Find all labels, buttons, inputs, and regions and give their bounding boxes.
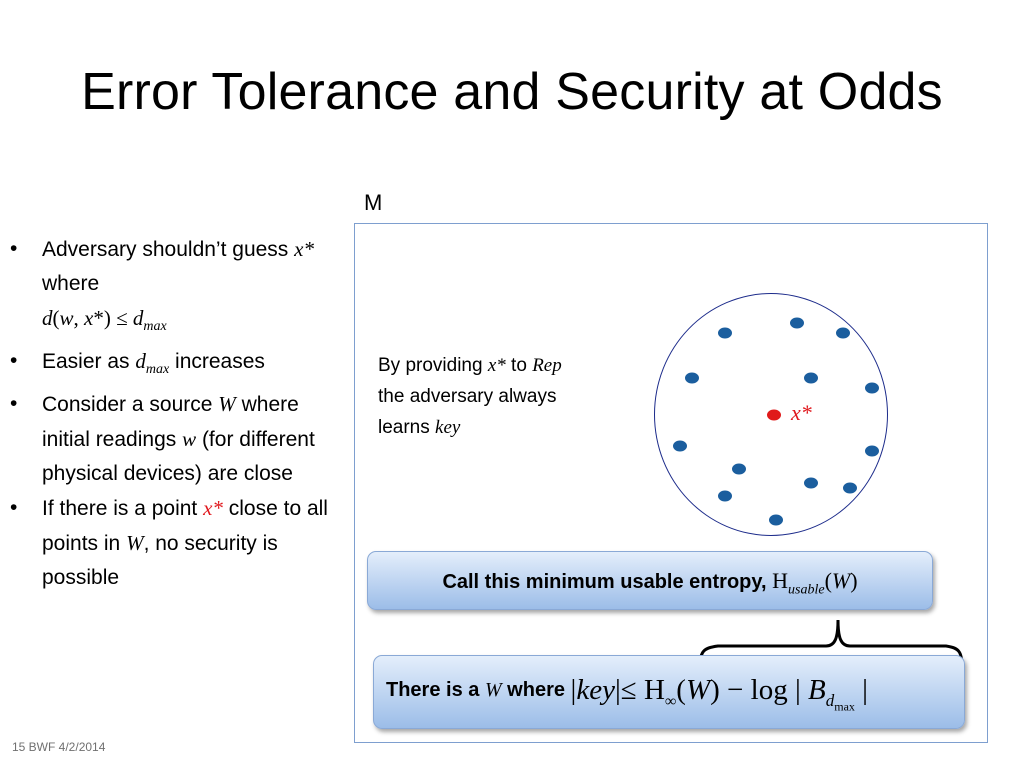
- center-point-label: x*: [791, 400, 812, 425]
- sample-point: [865, 383, 879, 394]
- bullet-adversary: • Adversary shouldn’t guess x* where d(w, $x*) \le d_{max}$: [10, 232, 330, 344]
- providing-text: By providing x* to Rep the adversary always learns key: [378, 355, 562, 438]
- bullet-source: • Consider a source W where initial readings w (for different physical devices) are close: [10, 387, 330, 491]
- bullet-point: • If there is a point x* close to all points in W, no security is possible: [10, 491, 330, 595]
- sample-point: [843, 483, 857, 494]
- center-point: [767, 410, 781, 421]
- set-label: M: [364, 190, 383, 215]
- sample-point: [732, 464, 746, 475]
- sample-point: [769, 515, 783, 526]
- sample-point: [790, 318, 804, 329]
- bullet-list: [10, 232, 330, 595]
- sample-point: [836, 328, 850, 339]
- sample-point: [804, 373, 818, 384]
- sample-point: [718, 328, 732, 339]
- bound-callout: There is a W where $|key|\le H_\infty(W) - \log$ | $B_{d_{max}}$ |: [373, 655, 965, 729]
- bullet-easier: • Easier as $d_{max}$ increases: [10, 344, 330, 387]
- sample-point: [865, 446, 879, 457]
- sample-point: [685, 373, 699, 384]
- slide-title: Error Tolerance and Security at Odds: [81, 63, 943, 121]
- slide-footer: 15 BWF 4/2/2014: [12, 740, 106, 754]
- sample-point: [673, 441, 687, 452]
- sample-point: [718, 491, 732, 502]
- usable-entropy-callout: Call this minimum usable entropy, $H_{usable}(W)$: [367, 551, 933, 610]
- sample-point: [804, 478, 818, 489]
